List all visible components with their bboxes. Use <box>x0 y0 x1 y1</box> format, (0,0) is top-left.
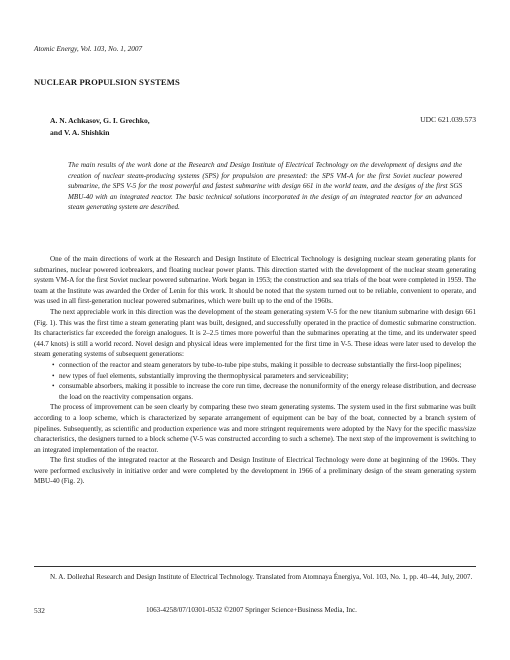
affiliation-footnote: N. A. Dollezhal Research and Design Institute of Electrical Technology. Translated from Atomnaya Énergiya, Vol. 103, No. 1, pp. 40–44, July, 2007. <box>50 573 473 581</box>
body-paragraph-4: The first studies of the integrated reactor at the Research and Design Institute of Electrical Technology were done at beginning of the 1960s. They were performed exclusively in initiative order and were completed by the development in 1966 of a preliminary design of the steam generating system MBU-40 (Fig. 2). <box>34 456 476 486</box>
authors-line-1: A. N. Achkasov, G. I. Grechko, <box>50 116 150 125</box>
copyright-line: 1063-4258/07/10301-0532 ©2007 Springer Science+Business Media, Inc. <box>146 606 357 614</box>
journal-header: Atomic Energy, Vol. 103, No. 1, 2007 <box>34 44 143 53</box>
article-title: NUCLEAR PROPULSION SYSTEMS <box>34 77 180 87</box>
abstract: The main results of the work done at the Research and Design Institute of Electrical Technology on the development of designs and the creation of nuclear steam-producing systems (SPS) for propulsion are presented: the SPS VM-A for the first Soviet nuclear powered submarine, the SPS V-5 for the most powerful and fastest submarine with design 661 in the world team, and the designs of the first SGS MBU-40 with an integrated reactor. The basic technical solutions incorporated in the design of an integrated reactor for an advanced steam generating system are described. <box>68 161 462 212</box>
list-item: • connection of the reactor and steam generators by tube-to-tube pipe stubs, making it possible to decrease substantially the first-loop pipelines; <box>52 360 476 371</box>
footnote-divider <box>34 566 476 567</box>
list-item: • new types of fuel elements, substantially improving the thermophysical parameters and serviceability; <box>52 371 476 382</box>
innovation-list <box>34 360 476 402</box>
article-body <box>34 254 476 487</box>
list-item: • consumable absorbers, making it possible to increase the core run time, decrease the nonuniformity of the energy release distribution, and decrease the load on the reactivity compensation organs. <box>52 381 476 402</box>
page-number: 532 <box>34 606 45 615</box>
udc-code: UDC 621.039.573 <box>420 115 476 124</box>
body-paragraph-3: The process of improvement can be seen clearly by comparing these two steam generating systems. The system used in the first submarine was built according to a loop scheme, which is characterized by separate arrangement of equipment can be bay of the boat, connected by a branch system of pipelines. Subsequently, as scientific and production experience was and more stringent requirements were adopted by the Navy for the specific mass/size characteristics, the designers turned to a block scheme (V-5 was constructed according to such a scheme). The next step of the improvement is switching to an integrated implementation of the reactor. <box>34 403 476 454</box>
authors-line-2: and V. A. Shishkin <box>50 128 110 137</box>
body-paragraph-1: One of the main directions of work at the Research and Design Institute of Electrical Technology is designing nuclear steam generating plants for submarines, nuclear powered icebreakers, and floating nuclear power plants. This direction started with the development of the nuclear steam generating system VM-A for the first Soviet nuclear powered submarine. Work began in 1953; the construction and sea trials of the boat were completed in 1959. The team at the Institute was awarded the Order of Lenin for this work. It should be noted that the system turned out to be reliable, convenient to operate, and was used in all first-generation nuclear powered submarines, which were built up to the end of the 1960s. <box>34 255 476 306</box>
article-authors <box>50 115 150 139</box>
body-paragraph-2: The next appreciable work in this direction was the development of the steam generating system V-5 for the new titanium submarine with design 661 (Fig. 1). This was the first time a steam generating plant was built, designed, and successfully operated in the practice of domestic submarine construction. Its characteristics far exceeded the foreign analogues. It is 2–2.5 times more powerful than the submarines operating at the time, and its underwater speed (44.7 knots) is still a world record. Novel design and physical ideas were implemented for the first time in V-5. These ideas were later used to develop the steam generating systems of subsequent generations: <box>34 307 476 359</box>
